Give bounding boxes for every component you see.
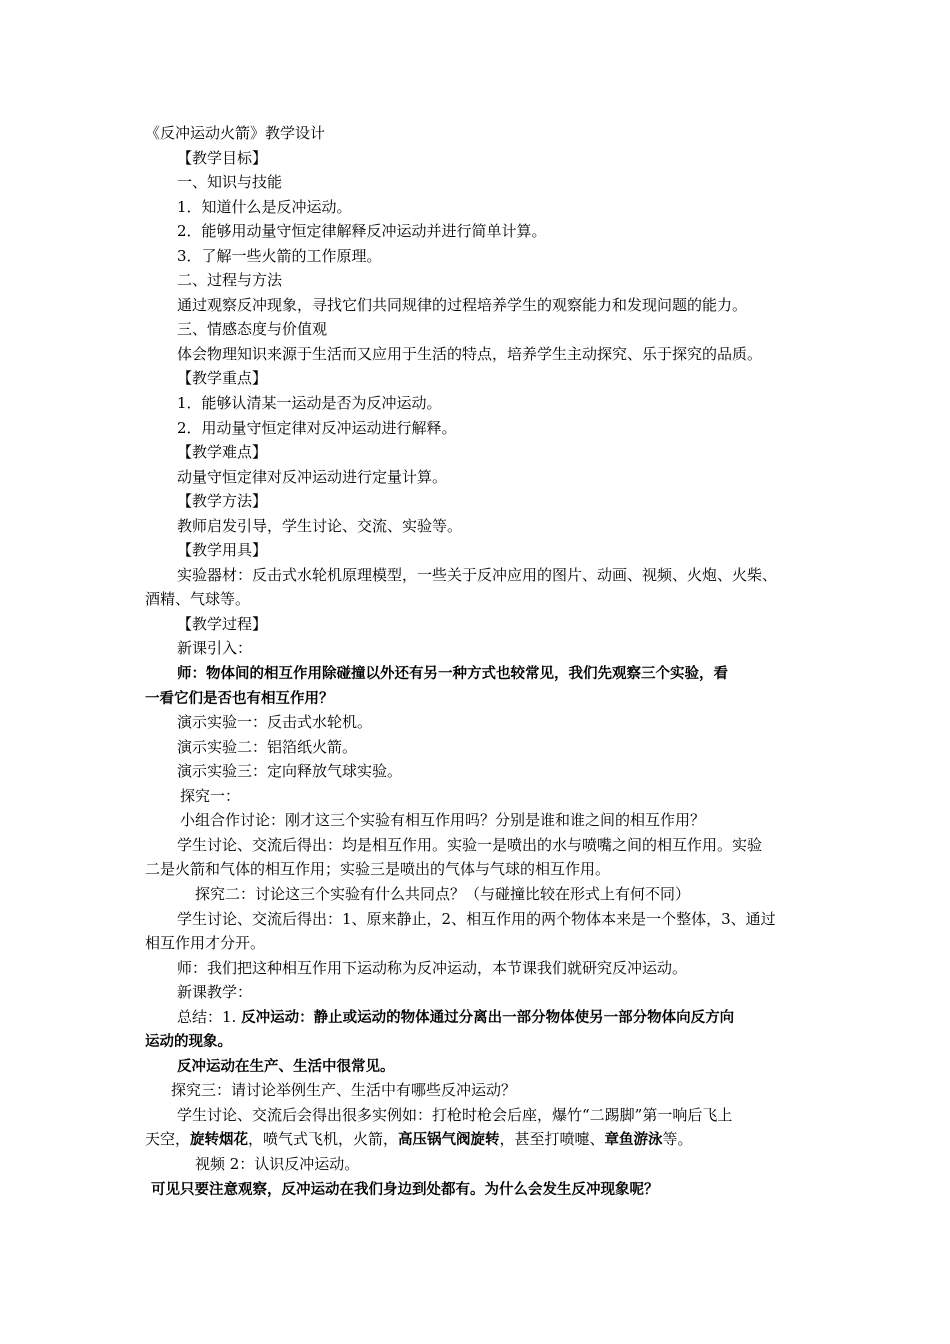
paragraph-line xyxy=(145,664,820,682)
list-item: 2．能够用动量守恒定律解释反冲运动并进行简单计算。 xyxy=(177,222,547,241)
bold-text: 师：物体间的相互作用除碰撞以外还有另一种方式也较常见，我们先观察三个实验，看 xyxy=(177,666,728,683)
paragraph: 师：我们把这种相互作用下运动称为反冲运动，本节课我们就研究反冲运动。 xyxy=(177,958,688,977)
heading-key-points: 【教学重点】 xyxy=(177,369,268,388)
paragraph: 视频 2：认识反冲运动。 xyxy=(195,1154,360,1173)
document-body xyxy=(145,124,820,1204)
paragraph: 演示实验三：定向释放气球实验。 xyxy=(177,762,403,781)
bold-text: 高压锅气阀旋转 xyxy=(398,1132,500,1149)
text-run: 等。 xyxy=(662,1130,693,1149)
paragraph: 演示实验一：反击式水轮机。 xyxy=(177,713,373,732)
bold-text: 旋转烟花 xyxy=(190,1132,249,1149)
heading-process: 【教学过程】 xyxy=(177,614,268,633)
bold-text: 反冲运动在生产、生活中很常见。 xyxy=(177,1058,395,1075)
list-item: 1．能够认清某一运动是否为反冲运动。 xyxy=(177,394,442,413)
text-run: 天空， xyxy=(145,1130,191,1149)
paragraph: 新课引入： xyxy=(177,639,253,658)
heading-difficulties: 【教学难点】 xyxy=(177,443,268,462)
bold-text: 章鱼游泳 xyxy=(604,1132,663,1149)
paragraph-line: 实验器材：反击式水轮机原理模型，一些关于反冲应用的图片、动画、视频、火炮、火柴、 xyxy=(177,565,778,584)
paragraph-line: 学生讨论、交流后会得出很多实例如：打枪时枪会后座，爆竹“二踢脚”第一响后飞上 xyxy=(177,1105,733,1124)
list-item: 3．了解一些火箭的工作原理。 xyxy=(177,246,382,265)
paragraph: 探究二：讨论这三个实验有什么共同点？（与碰撞比较在形式上有何不同） xyxy=(195,884,691,903)
paragraph: 探究一： xyxy=(180,786,241,805)
document-title: 《反冲运动火箭》教学设计 xyxy=(145,124,326,142)
heading-objectives: 【教学目标】 xyxy=(177,148,268,167)
text-run: ，喷气式飞机，火箭， xyxy=(248,1130,399,1149)
paragraph: 演示实验二：铝箔纸火箭。 xyxy=(177,737,358,756)
paragraph xyxy=(145,1057,820,1075)
paragraph: 探究三：请讨论举例生产、生活中有哪些反冲运动？ xyxy=(171,1081,517,1100)
paragraph-line: 学生讨论、交流后得出：1、原来静止，2、相互作用的两个物体本来是一个整体，3、通过 xyxy=(177,909,776,928)
paragraph xyxy=(145,1180,820,1198)
paragraph-line xyxy=(145,1032,820,1050)
paragraph-line: 酒精、气球等。 xyxy=(145,590,251,609)
paragraph: 新课教学： xyxy=(177,983,253,1002)
paragraph-line xyxy=(145,689,820,707)
summary-label: 总结：1. xyxy=(177,1007,242,1026)
paragraph: 动量守恒定律对反冲运动进行定量计算。 xyxy=(177,467,448,486)
paragraph: 教师启发引导，学生讨论、交流、实验等。 xyxy=(177,516,463,535)
subheading: 三、情感态度与价值观 xyxy=(177,320,328,339)
paragraph: 体会物理知识来源于生活而又应用于生活的特点，培养学生主动探究、乐于探究的品质。 xyxy=(177,344,763,363)
paragraph-line: 二是火箭和气体的相互作用；实验三是喷出的气体与气球的相互作用。 xyxy=(145,860,611,879)
subheading: 二、过程与方法 xyxy=(177,271,283,290)
paragraph-line xyxy=(145,1008,820,1026)
bold-text: 可见只要注意观察，反冲运动在我们身边到处都有。为什么会发生反冲现象呢？ xyxy=(151,1181,659,1198)
text-run: ，甚至打喷嚏、 xyxy=(499,1130,605,1149)
paragraph-line xyxy=(145,1130,820,1148)
paragraph-line: 学生讨论、交流后得出：均是相互作用。实验一是喷出的水与喷嘴之间的相互作用。实验 xyxy=(177,835,763,854)
list-item: 1．知道什么是反冲运动。 xyxy=(177,197,352,216)
bold-text: 运动的现象。 xyxy=(145,1034,232,1051)
paragraph-line: 相互作用才分开。 xyxy=(145,934,266,953)
paragraph: 小组合作讨论：刚才这三个实验有相互作用吗？分别是谁和谁之间的相互作用？ xyxy=(180,811,706,830)
heading-tools: 【教学用具】 xyxy=(177,541,268,560)
list-item: 2．用动量守恒定律对反冲运动进行解释。 xyxy=(177,418,457,437)
paragraph: 通过观察反冲现象，寻找它们共同规律的过程培养学生的观察能力和发现问题的能力。 xyxy=(177,295,748,314)
bold-text: 反冲运动：静止或运动的物体通过分离出一部分物体使另一部分物体向反方向 xyxy=(241,1009,735,1026)
subheading: 一、知识与技能 xyxy=(177,173,283,192)
bold-text: 一看它们是否也有相互作用？ xyxy=(145,690,334,707)
heading-methods: 【教学方法】 xyxy=(177,492,268,511)
